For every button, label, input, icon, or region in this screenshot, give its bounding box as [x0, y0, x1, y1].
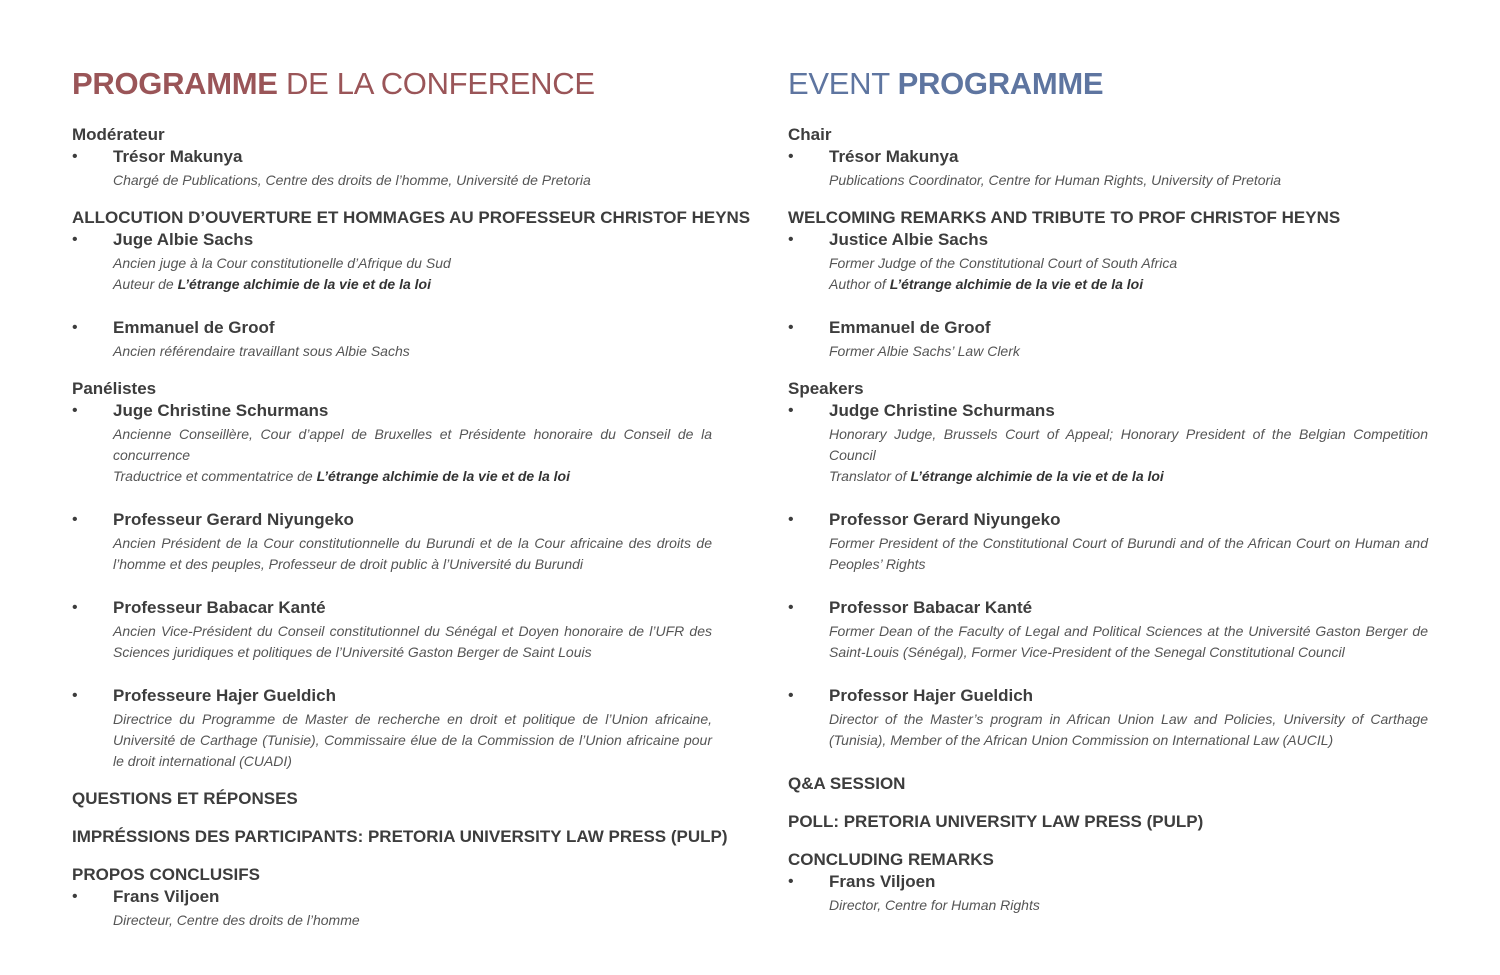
french-title	[72, 66, 712, 102]
person-name: Juge Albie Sachs	[113, 230, 254, 249]
person-name: Juge Christine Schurmans	[113, 401, 329, 420]
person-description: Directeur, Centre des droits de l’homme	[113, 912, 360, 928]
programme-french-column	[72, 66, 751, 931]
person-kante	[72, 597, 712, 663]
book-title: L’étrange alchimie de la vie et de la loi	[316, 468, 570, 484]
person-gueldich	[72, 685, 712, 772]
person-sachs	[788, 229, 1428, 295]
person-book-line	[113, 466, 712, 487]
person-niyungeko	[72, 509, 712, 575]
programme-english-column	[788, 66, 1428, 916]
french-title-strong: PROGRAMME	[72, 66, 278, 101]
bullet-icon: •	[72, 511, 78, 528]
person-name: Professor Hajer Gueldich	[829, 686, 1034, 705]
person-viljoen	[72, 886, 712, 931]
speakers-heading: Speakers	[788, 379, 864, 398]
bullet-icon: •	[72, 687, 78, 704]
person-name: Emmanuel de Groof	[113, 318, 275, 337]
person-description: Director, Centre for Human Rights	[829, 897, 1040, 913]
person-description	[829, 253, 1428, 295]
closing-heading: CONCLUDING REMARKS	[788, 850, 994, 869]
person-name: Judge Christine Schurmans	[829, 401, 1055, 420]
person-name: Professeure Hajer Gueldich	[113, 686, 336, 705]
person-description: Ancien Vice-Président du Conseil constitutionnel du Sénégal et Doyen honoraire de l’UFR des Sciences juridiques et politiques de l’Université Gaston Berger de Saint Louis	[113, 623, 712, 660]
person-name: Frans Viljoen	[829, 872, 936, 891]
person-book-line	[829, 466, 1428, 487]
person-gueldich	[788, 685, 1428, 751]
person-description: Former Dean of the Faculty of Legal and Political Sciences at the Université Gaston Berger de Saint-Louis (Sénégal), Former Vice-President of the Senegal Constitutional Council	[829, 623, 1428, 660]
french-title-light: DE LA CONFERENCE	[277, 66, 595, 101]
person-book-line	[113, 274, 712, 295]
qa-heading: QUESTIONS ET RÉPONSES	[72, 789, 298, 808]
bullet-icon: •	[72, 231, 78, 248]
person-name: Frans Viljoen	[113, 887, 220, 906]
english-title-light: EVENT	[788, 66, 898, 101]
bullet-icon: •	[788, 319, 794, 336]
english-title	[788, 66, 1428, 102]
book-prefix: Auteur de	[113, 276, 178, 292]
person-name: Professeur Babacar Kanté	[113, 598, 326, 617]
bullet-icon: •	[788, 148, 794, 165]
person-name: Emmanuel de Groof	[829, 318, 991, 337]
person-name: Professor Gerard Niyungeko	[829, 510, 1061, 529]
person-name: Professeur Gerard Niyungeko	[113, 510, 354, 529]
opening-heading: ALLOCUTION D’OUVERTURE ET HOMMAGES AU PROFESSEUR CHRISTOF HEYNS	[72, 208, 751, 227]
person-schurmans	[72, 400, 712, 487]
person-kante	[788, 597, 1428, 663]
person-role: Honorary Judge, Brussels Court of Appeal; Honorary President of the Belgian Competition Council	[829, 426, 1428, 463]
bullet-icon: •	[72, 888, 78, 905]
bullet-icon: •	[72, 599, 78, 616]
person-description: Directrice du Programme de Master de recherche en droit et politique de l’Union africaine, Université de Carthage (Tunisie), Commissaire élue de la Commission de l’Union africaine pour le droit international (CUADI)	[113, 711, 712, 769]
poll-heading: IMPRÉSSIONS DES PARTICIPANTS: PRETORIA UNIVERSITY LAW PRESS (PULP)	[72, 827, 728, 846]
book-title: L’étrange alchimie de la vie et de la loi	[889, 276, 1144, 292]
person-description: Director of the Master’s program in African Union Law and Policies, University of Carthage (Tunisia), Member of the African Union Commission on International Law (AUCIL)	[829, 711, 1428, 748]
book-prefix: Translator of	[829, 468, 911, 484]
panel-heading: Panélistes	[72, 379, 157, 398]
person-groof	[72, 317, 712, 362]
bullet-icon: •	[72, 148, 78, 165]
person-description: Former President of the Constitutional Court of Burundi and of the African Court on Human and Peoples’ Rights	[829, 535, 1428, 572]
book-title: L’étrange alchimie de la vie et de la loi	[910, 468, 1164, 484]
welcome-heading: WELCOMING REMARKS AND TRIBUTE TO PROF CHRISTOF HEYNS	[788, 208, 1341, 227]
person-name: Justice Albie Sachs	[829, 230, 989, 249]
person-description	[113, 424, 712, 487]
person-role: Ancien juge à la Cour constitutionelle d’Afrique du Sud	[113, 255, 451, 271]
bullet-icon: •	[788, 687, 794, 704]
bullet-icon: •	[788, 599, 794, 616]
qa-heading: Q&A SESSION	[788, 774, 906, 793]
person-description: Ancien Président de la Cour constitutionnelle du Burundi et de la Cour africaine des droits de l’homme et des peuples, Professeur de droit public à l’Université du Burundi	[113, 535, 712, 572]
bullet-icon: •	[788, 511, 794, 528]
bullet-icon: •	[72, 319, 78, 336]
person-chair	[788, 146, 1428, 191]
closing-heading: PROPOS CONCLUSIFS	[72, 865, 260, 884]
bullet-icon: •	[788, 231, 794, 248]
bullet-icon: •	[72, 402, 78, 419]
person-description	[829, 424, 1428, 487]
bullet-icon: •	[788, 402, 794, 419]
person-description: Former Albie Sachs’ Law Clerk	[829, 343, 1020, 359]
person-role: Former Judge of the Constitutional Court of South Africa	[829, 255, 1178, 271]
english-title-strong: PROGRAMME	[897, 66, 1104, 101]
person-name: Trésor Makunya	[829, 147, 959, 166]
person-role: Ancienne Conseillère, Cour d’appel de Bruxelles et Présidente honoraire du Conseil de la concurrence	[113, 426, 712, 463]
chair-heading: Chair	[788, 125, 832, 144]
person-name: Trésor Makunya	[113, 147, 243, 166]
person-book-line	[829, 274, 1428, 295]
person-sachs	[72, 229, 712, 295]
poll-heading: POLL: PRETORIA UNIVERSITY LAW PRESS (PULP)	[788, 812, 1204, 831]
book-prefix: Author of	[829, 276, 890, 292]
person-description: Publications Coordinator, Centre for Human Rights, University of Pretoria	[829, 172, 1282, 188]
person-groof	[788, 317, 1428, 362]
book-prefix: Traductrice et commentatrice de	[113, 468, 317, 484]
person-niyungeko	[788, 509, 1428, 575]
person-viljoen	[788, 871, 1428, 916]
bullet-icon: •	[788, 873, 794, 890]
person-name: Professor Babacar Kanté	[829, 598, 1033, 617]
person-schurmans	[788, 400, 1428, 487]
person-moderator	[72, 146, 712, 191]
moderator-heading: Modérateur	[72, 125, 165, 144]
person-description: Chargé de Publications, Centre des droits de l’homme, Université de Pretoria	[113, 172, 591, 188]
book-title: L’étrange alchimie de la vie et de la loi	[177, 276, 431, 292]
person-description: Ancien référendaire travaillant sous Albie Sachs	[113, 343, 410, 359]
person-description	[113, 253, 712, 295]
